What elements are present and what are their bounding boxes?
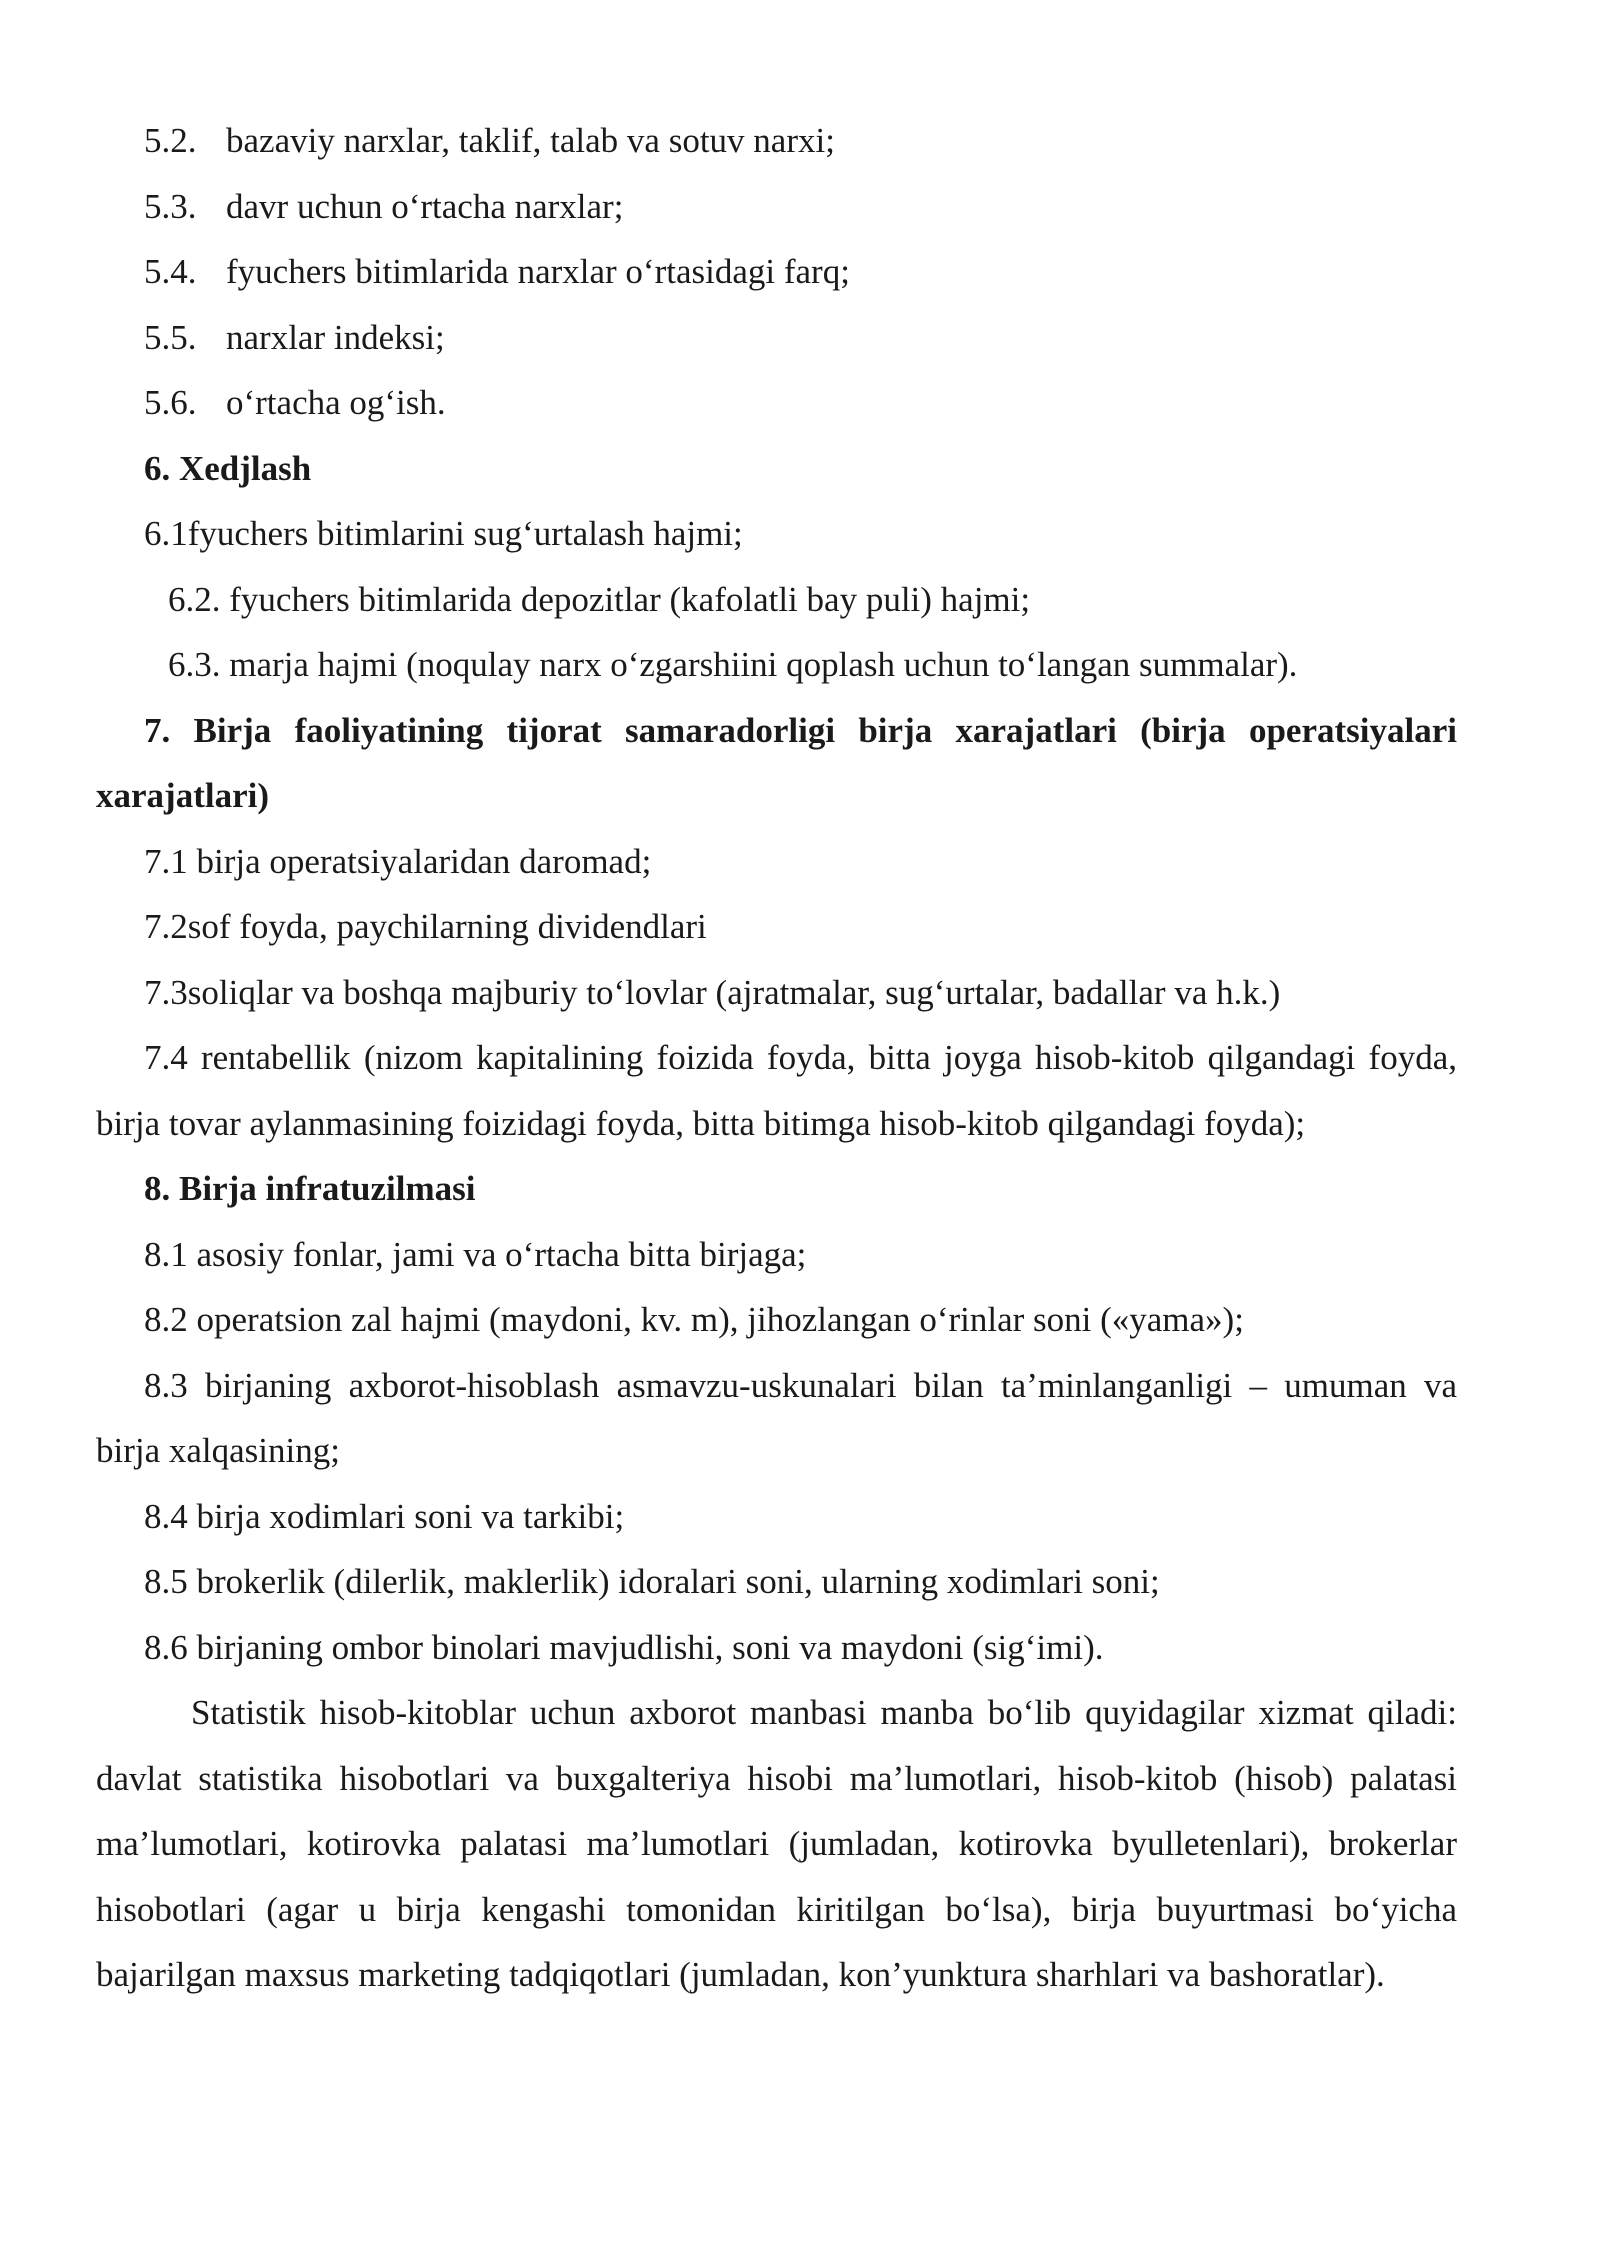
list-item bbox=[96, 370, 1457, 436]
list-item: 8.1 asosiy fonlar, jami va o‘rtacha bitta birjaga; bbox=[144, 1234, 807, 1274]
list-item-number: 5.2. bbox=[144, 121, 197, 160]
list-item-text: fyuchers bitimlarida narxlar o‘rtasidagi farq; bbox=[226, 252, 850, 291]
list-item-7-4: 7.4 rentabellik (nizom kapitalining foizida foyda, bitta joyga hisob-kitob qilgandagi foyda, birja tovar aylanmasining foizidagi foyda, bitta bitimga hisob-kitob qilgandagi foyda); bbox=[96, 1038, 1457, 1143]
list-item: 7.2sof foyda, paychilarning dividendlari bbox=[144, 907, 707, 946]
list-item: 6.2. fyuchers bitimlarida depozitlar (kafolatli bay puli) hajmi; bbox=[168, 579, 1031, 619]
list-item-text: narxlar indeksi; bbox=[226, 317, 445, 357]
list-item: 7.3soliqlar va boshqa majburiy to‘lovlar (ajratmalar, sug‘urtalar, badallar va h.k.) bbox=[144, 972, 1281, 1012]
document-page bbox=[96, 108, 1457, 2008]
list-item-number: 5.4. bbox=[144, 252, 197, 291]
list-item-8-3: 8.3 birjaning axborot-hisoblash asmavzu-uskunalari bilan ta’minlanganligi – umuman va birja xalqasining; bbox=[96, 1365, 1457, 1470]
list-item bbox=[96, 108, 1457, 174]
list-item-number: 5.5. bbox=[144, 317, 197, 357]
list-item-number: 5.6. bbox=[144, 383, 197, 422]
list-item: 8.5 brokerlik (dilerlik, maklerlik) idoralari soni, ularning xodimlari soni; bbox=[144, 1562, 1160, 1601]
section-7-heading: 7. Birja faoliyatining tijorat samaradorligi birja xarajatlari (birja operatsiyalari xarajatlari) bbox=[96, 710, 1457, 815]
list-item bbox=[96, 305, 1457, 371]
list-item bbox=[96, 239, 1457, 305]
list-item: 8.2 operatsion zal hajmi (maydoni, kv. m), jihozlangan o‘rinlar soni («yama»); bbox=[144, 1300, 1244, 1339]
list-item: 8.6 birjaning ombor binolari mavjudlishi, soni va maydoni (sig‘imi). bbox=[144, 1627, 1104, 1667]
list-item: 8.4 birja xodimlari soni va tarkibi; bbox=[144, 1496, 625, 1536]
list-item bbox=[96, 174, 1457, 240]
list-item-text: bazaviy narxlar, taklif, talab va sotuv narxi; bbox=[226, 121, 835, 160]
list-item-text: o‘rtacha og‘ish. bbox=[226, 383, 446, 422]
section-6-heading: 6. Xedjlash bbox=[144, 448, 312, 488]
list-item-text: davr uchun o‘rtacha narxlar; bbox=[226, 186, 624, 226]
closing-paragraph: Statistik hisob-kitoblar uchun axborot manbasi manba bo‘lib quyidagilar xizmat qiladi: davlat statistika hisobotlari va buxgalteriya hisobi ma’lumotlari, hisob-kitob (hisob) palatasi ma’lumotlari, kotirovka palatasi ma’lumotlari (jumladan, kotirovka byulletenlari), brokerlar hisobotlari (agar u birja kengashi tomonidan kiritilgan bo‘lsa), birja buyurtmasi bo‘yicha bajarilgan maxsus marketing tadqiqotlari (jumladan, kon’yunktura sharhlari va bashoratlar). bbox=[96, 1693, 1457, 1994]
list-item: 7.1 birja operatsiyalaridan daromad; bbox=[144, 841, 652, 881]
list-item-number: 5.3. bbox=[144, 186, 197, 226]
section-8-heading: 8. Birja infratuzilmasi bbox=[144, 1169, 476, 1208]
list-item: 6.3. marja hajmi (noqulay narx o‘zgarshiini qoplash uchun to‘langan summalar). bbox=[168, 645, 1298, 684]
list-item: 6.1fyuchers bitimlarini sug‘urtalash hajmi; bbox=[144, 514, 743, 553]
